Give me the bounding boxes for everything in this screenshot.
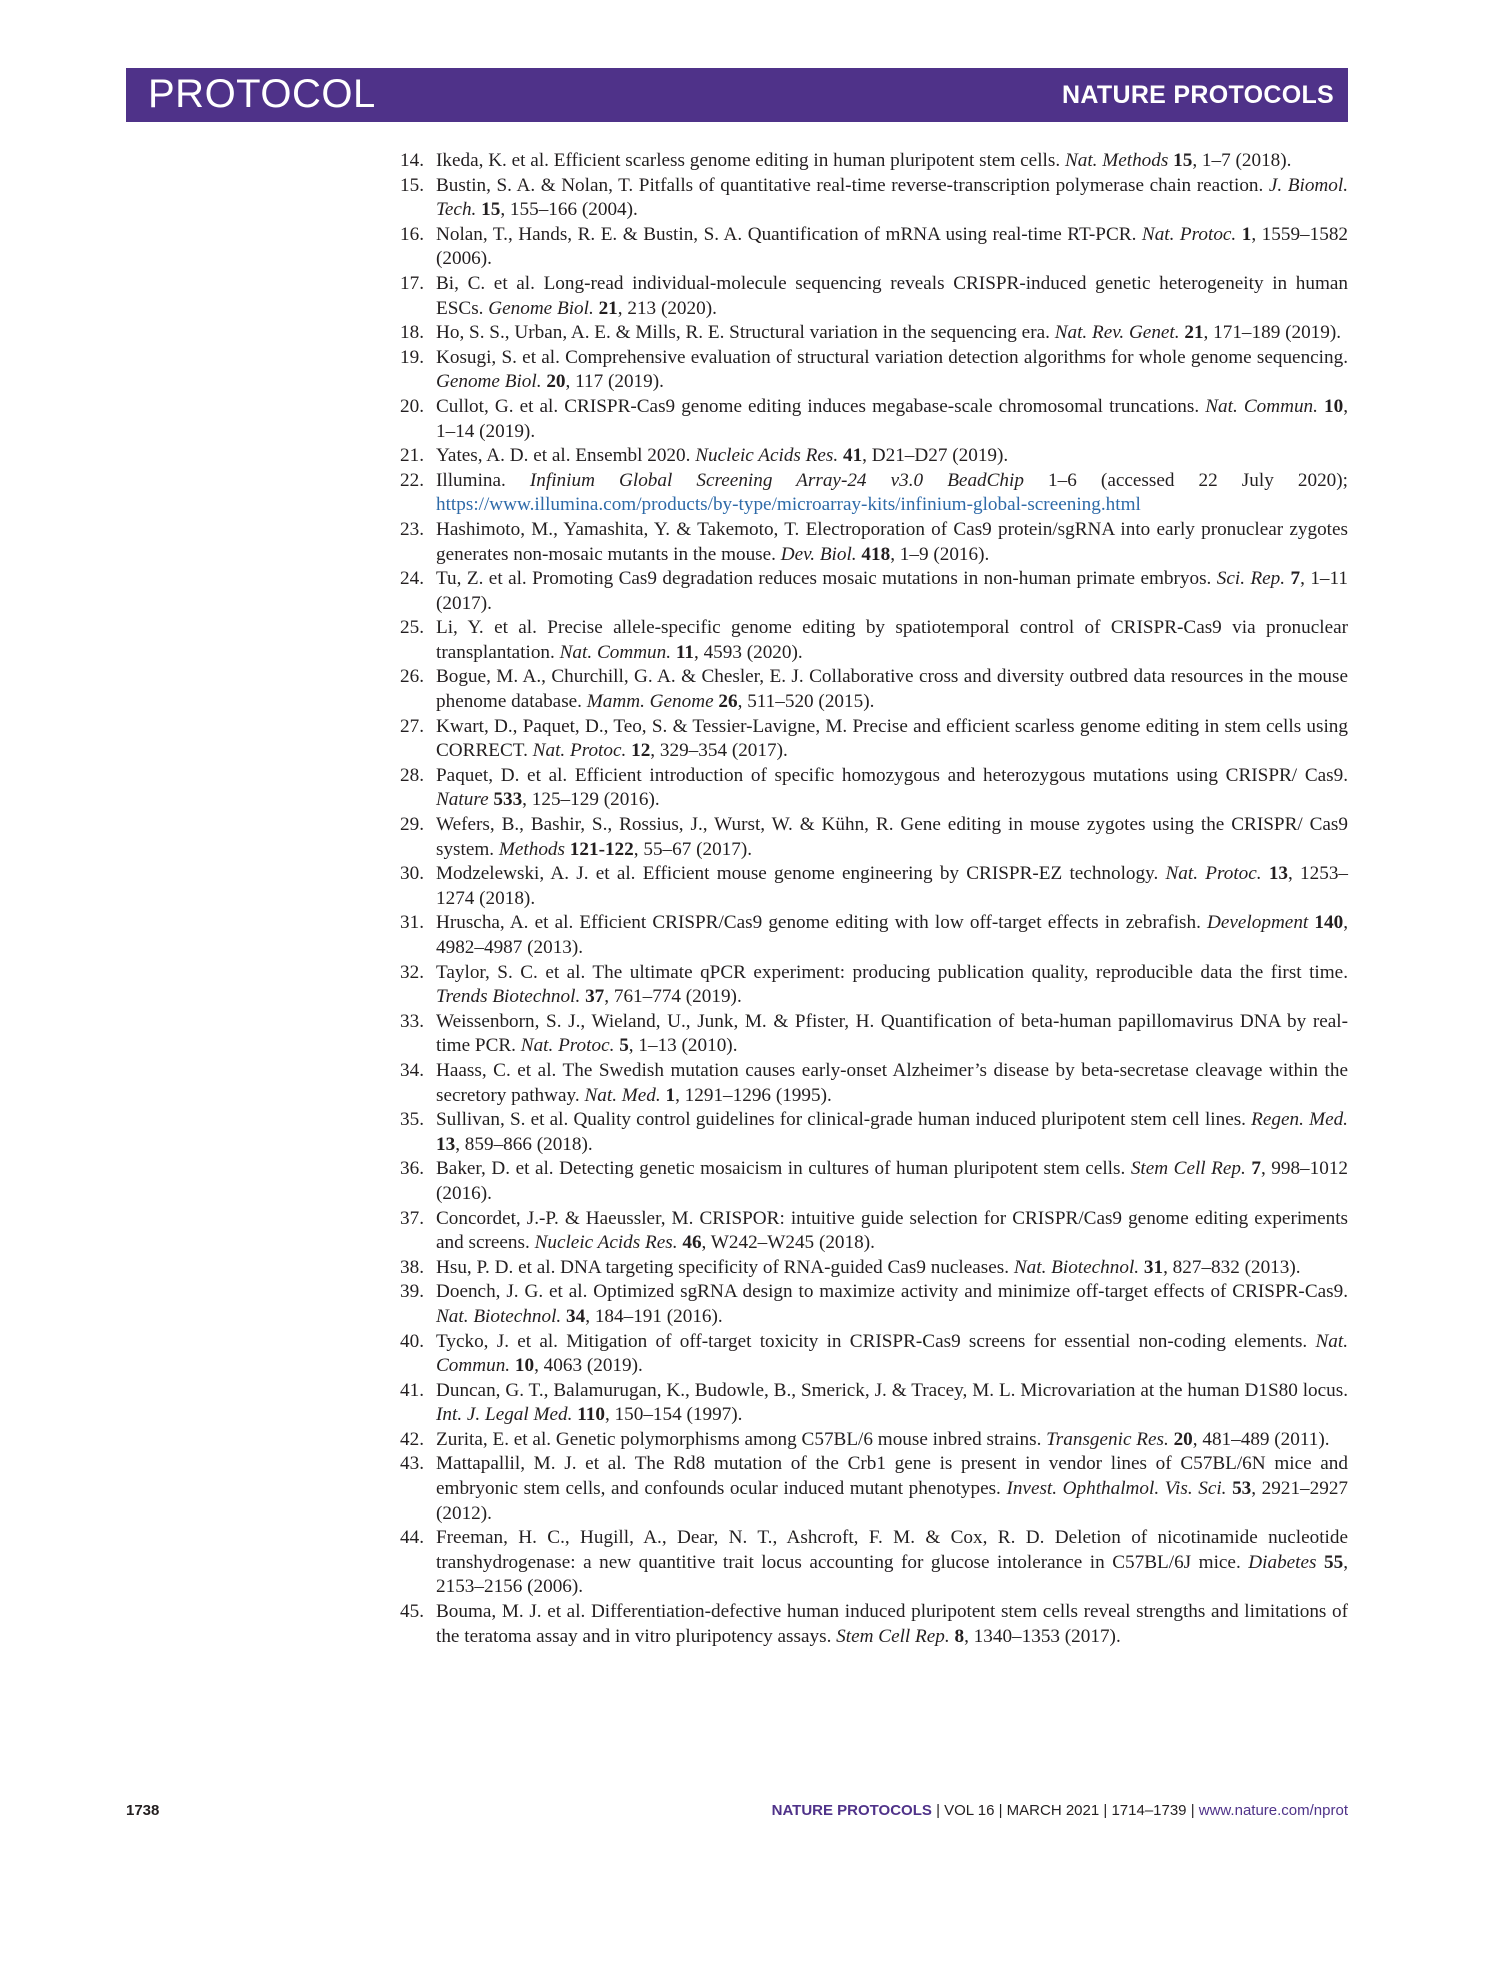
reference-text: Duncan, G. T., Balamurugan, K., Budowle, B., Smerick, J. & Tracey, M. L. Microvariation at the human D1S80 locus. Int. J. Legal Med. 110, 150–154 (1997).: [436, 1379, 1348, 1426]
reference-text: Sullivan, S. et al. Quality control guidelines for clinical-grade human induced pluripotent stem cell lines. Regen. Med. 13, 859–866 (2018).: [436, 1109, 1348, 1155]
reference-number: 19.: [400, 346, 424, 368]
reference-text: Modzelewski, A. J. et al. Efficient mouse genome engineering by CRISPR-EZ technology. Nat. Protoc. 13, 1253–1274 (2018).: [436, 863, 1349, 909]
reference-url-link[interactable]: https://www.illumina.com/products/by-type/microarray-kits/infinium-global-screening.html: [436, 494, 1141, 516]
reference-number: 34.: [400, 1059, 424, 1081]
reference-text: Weissenborn, S. J., Wieland, U., Junk, M. & Pfister, H. Quantification of beta-human papillomavirus DNA by real-time PCR. Nat. Protoc. 5, 1–13 (2010).: [436, 1010, 1348, 1057]
reference-item: [400, 444, 1348, 469]
reference-text: Kwart, D., Paquet, D., Teo, S. & Tessier-Lavigne, M. Precise and efficient scarless genome editing in stem cells using CORRECT. Nat. Protoc. 12, 329–354 (2017).: [436, 715, 1348, 762]
reference-number: 18.: [400, 322, 424, 344]
reference-text: Bustin, S. A. & Nolan, T. Pitfalls of quantitative real-time reverse-transcription polymerase chain reaction. J. Biomol. Tech. 15, 155–166 (2004).: [436, 174, 1349, 221]
reference-number: 42.: [400, 1428, 424, 1450]
footer-citation: [772, 1802, 1348, 1819]
reference-number: 27.: [400, 715, 424, 737]
reference-item: [400, 1600, 1348, 1649]
reference-number: 24.: [400, 568, 424, 590]
reference-item: [400, 961, 1348, 1010]
reference-item: [400, 1207, 1348, 1256]
reference-number: 38.: [400, 1256, 424, 1278]
section-label: PROTOCOL: [148, 72, 376, 116]
reference-text: Hruscha, A. et al. Efficient CRISPR/Cas9 genome editing with low off-target effects in zebrafish. Development 140, 4982–4987 (2013).: [436, 912, 1348, 958]
reference-number: 29.: [400, 814, 424, 836]
reference-number: 39.: [400, 1281, 424, 1303]
page-number: 1738: [126, 1802, 160, 1819]
reference-item: [400, 1108, 1348, 1157]
footer-journal: NATURE PROTOCOLS: [771, 1802, 932, 1819]
reference-item: [400, 272, 1348, 321]
reference-text: Wefers, B., Bashir, S., Rossius, J., Wurst, W. & Kühn, R. Gene editing in mouse zygotes using the CRISPR/ Cas9 system. Methods 121-122, 55–67 (2017).: [436, 814, 1348, 860]
reference-number: 16.: [400, 223, 424, 245]
reference-number: 21.: [400, 445, 424, 467]
reference-item: [400, 1280, 1348, 1329]
reference-number: 40.: [400, 1330, 424, 1352]
reference-number: 26.: [400, 666, 424, 688]
reference-text: Mattapallil, M. J. et al. The Rd8 mutation of the Crb1 gene is present in vendor lines of C57BL/6N mice and embryonic stem cells, and confounds ocular induced mutant phenotypes. Invest. Ophthalmol. Vis. Sci. 53, 2921–2927 (2012).: [436, 1453, 1349, 1524]
reference-number: 30.: [400, 863, 424, 885]
reference-item: [400, 321, 1348, 346]
reference-number: 25.: [400, 617, 424, 639]
reference-text: Tycko, J. et al. Mitigation of off-target toxicity in CRISPR-Cas9 screens for essential non-coding elements. Nat. Commun. 10, 4063 (2019).: [436, 1330, 1348, 1377]
reference-list: [400, 149, 1348, 1649]
reference-text: Cullot, G. et al. CRISPR-Cas9 genome editing induces megabase-scale chromosomal truncations. Nat. Commun. 10, 1–14 (2019).: [436, 395, 1349, 442]
reference-number: 43.: [400, 1453, 424, 1475]
reference-item: [400, 911, 1348, 960]
reference-item: [400, 1526, 1348, 1600]
reference-item: [400, 616, 1348, 665]
reference-item: [400, 395, 1348, 444]
reference-number: 15.: [400, 174, 424, 196]
reference-item: [400, 1330, 1348, 1379]
reference-item: [400, 1452, 1348, 1526]
reference-number: 45.: [400, 1601, 424, 1623]
reference-text: Taylor, S. C. et al. The ultimate qPCR experiment: producing publication quality, reproducible data the first time. Trends Biotechnol. 37, 761–774 (2019).: [436, 961, 1348, 1008]
reference-text: Zurita, E. et al. Genetic polymorphisms among C57BL/6 mouse inbred strains. Transgenic Res. 20, 481–489 (2011).: [436, 1428, 1330, 1450]
reference-text: Bogue, M. A., Churchill, G. A. & Chesler, E. J. Collaborative cross and diversity outbred data resources in the mouse phenome database. Mamm. Genome 26, 511–520 (2015).: [436, 666, 1348, 713]
reference-number: 33.: [400, 1010, 424, 1032]
reference-item: [400, 518, 1348, 567]
reference-number: 31.: [400, 912, 424, 934]
reference-number: 28.: [400, 764, 424, 786]
reference-number: 37.: [400, 1207, 424, 1229]
reference-text: Tu, Z. et al. Promoting Cas9 degradation reduces mosaic mutations in non-human primate embryos. Sci. Rep. 7, 1–11 (2017).: [436, 568, 1348, 614]
reference-item: [400, 1157, 1348, 1206]
reference-number: 41.: [400, 1379, 424, 1401]
reference-item: [400, 1256, 1348, 1281]
reference-text: Doench, J. G. et al. Optimized sgRNA design to maximize activity and minimize off-target effects of CRISPR-Cas9. Nat. Biotechnol. 34, 184–191 (2016).: [436, 1281, 1348, 1327]
reference-item: [400, 1428, 1348, 1453]
reference-text: Yates, A. D. et al. Ensembl 2020. Nucleic Acids Res. 41, D21–D27 (2019).: [436, 445, 1009, 467]
reference-item: [400, 1379, 1348, 1428]
reference-text: Paquet, D. et al. Efficient introduction of specific homozygous and heterozygous mutations using CRISPR/ Cas9. Nature 533, 125–129 (2016).: [436, 764, 1348, 811]
reference-item: [400, 764, 1348, 813]
reference-item: [400, 149, 1348, 174]
reference-number: 44.: [400, 1527, 424, 1549]
reference-item: [400, 346, 1348, 395]
reference-item: [400, 1010, 1348, 1059]
reference-text: Kosugi, S. et al. Comprehensive evaluation of structural variation detection algorithms for whole genome sequencing. Genome Biol. 20, 117 (2019).: [436, 346, 1348, 393]
reference-item: [400, 469, 1348, 518]
reference-text: Baker, D. et al. Detecting genetic mosaicism in cultures of human pluripotent stem cells. Stem Cell Rep. 7, 998–1012 (2016).: [436, 1158, 1349, 1204]
reference-text: Hashimoto, M., Yamashita, Y. & Takemoto, T. Electroporation of Cas9 protein/sgRNA into early pronuclear zygotes generates non-mosaic mutants in the mouse. Dev. Biol. 418, 1–9 (2016).: [436, 518, 1348, 565]
reference-number: 23.: [400, 518, 424, 540]
reference-item: [400, 567, 1348, 616]
reference-item: [400, 813, 1348, 862]
footer-url-link[interactable]: www.nature.com/nprot: [1198, 1802, 1348, 1819]
reference-item: [400, 665, 1348, 714]
reference-text: Li, Y. et al. Precise allele-specific genome editing by spatiotemporal control of CRISPR-Cas9 via pronuclear transplantation. Nat. Commun. 11, 4593 (2020).: [436, 617, 1348, 663]
reference-number: 20.: [400, 395, 424, 417]
page-header: [126, 68, 1348, 122]
reference-text: Haass, C. et al. The Swedish mutation causes early-onset Alzheimer’s disease by beta-secretase cleavage within the secretory pathway. Nat. Med. 1, 1291–1296 (1995).: [436, 1059, 1348, 1106]
journal-name: NATURE PROTOCOLS: [1062, 81, 1334, 109]
reference-item: [400, 174, 1348, 223]
reference-text: Ho, S. S., Urban, A. E. & Mills, R. E. Structural variation in the sequencing era. Nat. Rev. Genet. 21, 171–189 (2019).: [436, 322, 1342, 344]
reference-text: Illumina. Infinium Global Screening Array-24 v3.0 BeadChip 1–6 (accessed 22 July 2020); https://www.illumina.com/products/by-type/microarray-kits/infinium-global-screening.html: [436, 469, 1348, 516]
reference-text: Hsu, P. D. et al. DNA targeting specificity of RNA-guided Cas9 nucleases. Nat. Biotechnol. 31, 827–832 (2013).: [436, 1256, 1301, 1278]
reference-item: [400, 715, 1348, 764]
reference-text: Nolan, T., Hands, R. E. & Bustin, S. A. Quantification of mRNA using real-time RT-PCR. Nat. Protoc. 1, 1559–1582 (2006).: [436, 223, 1349, 270]
reference-number: 14.: [400, 150, 424, 171]
reference-text: Bi, C. et al. Long-read individual-molecule sequencing reveals CRISPR-induced genetic heterogeneity in human ESCs. Genome Biol. 21, 213 (2020).: [436, 272, 1348, 319]
reference-text: Ikeda, K. et al. Efficient scarless genome editing in human pluripotent stem cells. Nat. Methods 15, 1–7 (2018).: [436, 150, 1292, 171]
reference-number: 35.: [400, 1109, 424, 1131]
reference-text: Bouma, M. J. et al. Differentiation-defective human induced pluripotent stem cells reveal strengths and limitations of the teratoma assay and in vitro pluripotency assays. Stem Cell Rep. 8, 1340–1353 (2017).: [436, 1601, 1348, 1647]
footer-details: | VOL 16 | MARCH 2021 | 1714–1739 |: [931, 1802, 1199, 1819]
reference-text: Concordet, J.-P. & Haeussler, M. CRISPOR: intuitive guide selection for CRISPR/Cas9 genome editing experiments and screens. Nucleic Acids Res. 46, W242–W245 (2018).: [436, 1207, 1348, 1254]
reference-item: [400, 1059, 1348, 1108]
reference-number: 32.: [400, 961, 424, 983]
reference-number: 17.: [400, 272, 424, 294]
reference-item: [400, 862, 1348, 911]
reference-number: 22.: [400, 469, 424, 491]
reference-text: Freeman, H. C., Hugill, A., Dear, N. T., Ashcroft, F. M. & Cox, R. D. Deletion of nicotinamide nucleotide transhydrogenase: a new quantitive trait locus accounting for glucose intolerance in C57BL/6J mice. Diabetes 55, 2153–2156 (2006).: [436, 1527, 1349, 1598]
reference-item: [400, 223, 1348, 272]
reference-number: 36.: [400, 1158, 424, 1180]
